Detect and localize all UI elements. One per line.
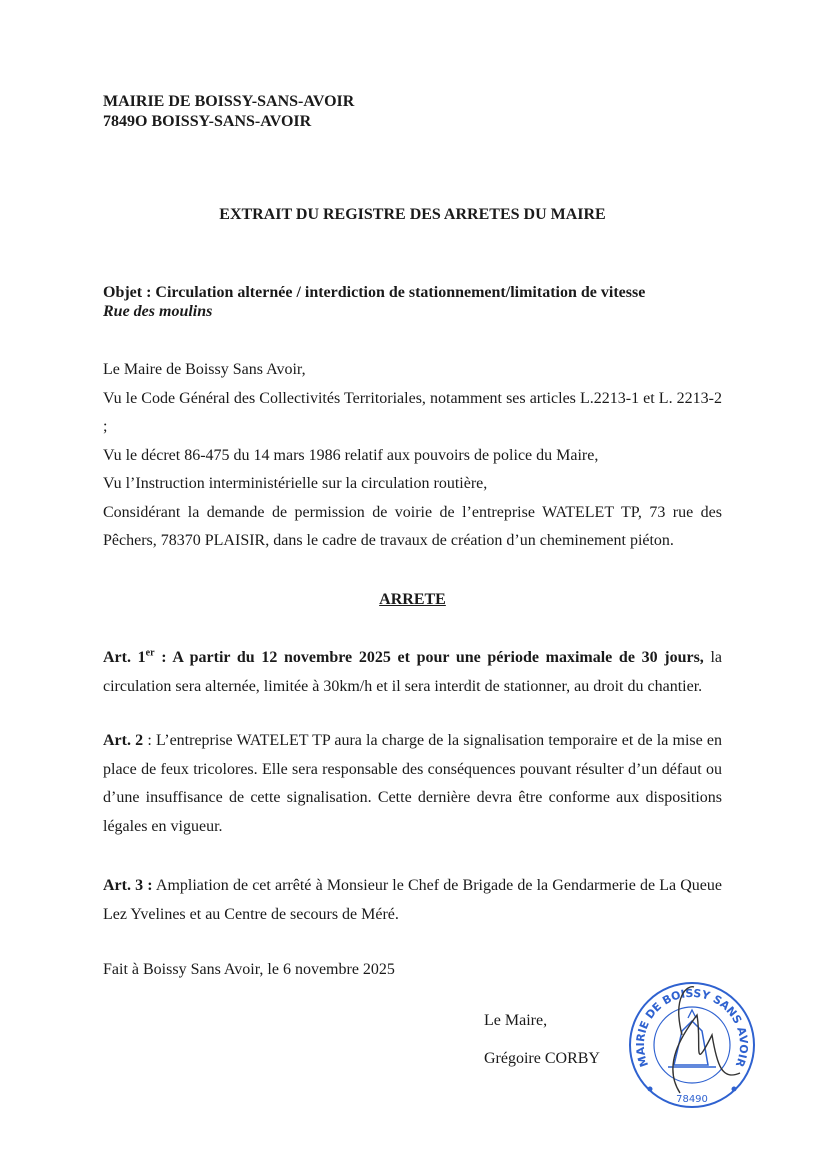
header-line2: 7849O BOISSY-SANS-AVOIR	[103, 113, 312, 130]
article-3-label: Art. 3 :	[103, 877, 153, 894]
document-title: EXTRAIT DU REGISTRE DES ARRETES DU MAIRE	[219, 206, 606, 223]
arrete-heading-text: ARRETE	[379, 591, 446, 608]
preamble-intro: Le Maire de Boissy Sans Avoir,	[103, 361, 306, 378]
preamble-considerant: Considérant la demande de permission de voirie de l’entreprise WATELET TP, 73 rue des Pêchers, 78370 PLAISIR, dans le cadre de travaux de création d’un cheminement piéton.	[103, 503, 722, 549]
article-1-label: Art. 1	[103, 649, 146, 666]
article-1-bold: : A partir du 12 novembre 2025 et pour une période maximale de 30 jours,	[154, 649, 704, 666]
arrete-heading	[103, 591, 722, 609]
objet-street: Rue des moulins	[103, 303, 213, 320]
article-2-label: Art. 2	[103, 732, 144, 749]
fait-line: Fait à Boissy Sans Avoir, le 6 novembre 2025	[103, 961, 395, 978]
article-3	[103, 872, 722, 929]
stamp-star-left	[648, 1087, 653, 1092]
stamp-postal: 78490	[676, 1094, 708, 1105]
article-1	[103, 644, 722, 701]
preamble-vu2: Vu le décret 86-475 du 14 mars 1986 relatif aux pouvoirs de police du Maire,	[103, 446, 599, 464]
signature-name: Grégoire CORBY	[484, 1050, 600, 1067]
mairie-stamp	[622, 975, 762, 1115]
preamble-vu1: Vu le Code Général des Collectivités Territoriales, notamment ses articles L.2213-1 et L. 2213-2 ;	[103, 389, 722, 435]
signature-role: Le Maire,	[484, 1012, 548, 1029]
article-1-text: la circulation sera alternée, limitée à 30km/h et il sera interdit de stationner, au droit du chantier.	[103, 649, 723, 695]
article-2	[103, 727, 722, 841]
mairie-header	[103, 92, 722, 132]
stamp-star-right	[732, 1087, 737, 1092]
article-2-text: : L’entreprise WATELET TP aura la charge de la signalisation temporaire et de la mise en place de feux tricolores. Elle sera responsable des conséquences pouvant résulter d’un défaut ou d’une insuffisance de cette signalisation. Cette dernière devra être conforme aux dispositions légales en vigueur.	[103, 732, 723, 835]
objet-label: Objet : Circulation alternée / interdiction de stationnement/limitation de vitesse	[103, 284, 646, 301]
header-line1: MAIRIE DE BOISSY-SANS-AVOIR	[103, 93, 355, 110]
objet-block	[103, 283, 722, 321]
article-3-text: Ampliation de cet arrêté à Monsieur le Chef de Brigade de la Gendarmerie de La Queue Lez Yvelines et au Centre de secours de Méré.	[103, 877, 722, 923]
preamble	[103, 356, 722, 556]
article-1-sup: er	[145, 647, 155, 659]
stamp-ring-text: MAIRIE DE BOISSY SANS AVOIR	[633, 986, 751, 1069]
preamble-vu3: Vu l’Instruction interministérielle sur la circulation routière,	[103, 475, 488, 492]
